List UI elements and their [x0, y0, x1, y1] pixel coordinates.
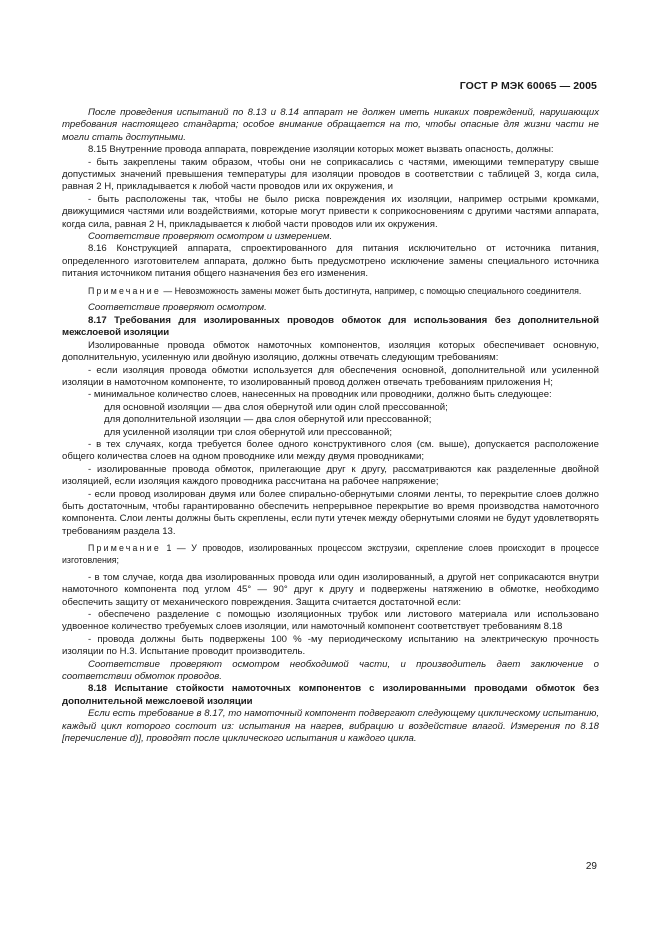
document-body: [62, 107, 599, 745]
list-item: - обеспечено разделение с помощью изоляционных трубок или листового материала или использовано удвоенное количество требуемых слоев изоляции, или намоточный компонент соответствует требованиям 8.18: [62, 609, 599, 633]
document-header: ГОСТ Р МЭК 60065 — 2005: [459, 80, 597, 92]
page-number: 29: [585, 861, 597, 872]
list-item: - быть расположены так, чтобы не было риска повреждения их изоляции, например острыми кромками, движущимися частями или воздействиями, которые могут привести к соприкосновениям с другими частями аппарата, когда сила, равная 2 Н, прикладывается к любой части проводов или их окружения.: [62, 193, 599, 230]
paragraph: Если есть требование в 8.17, то намоточный компонент подвергают следующему циклическому испытанию, каждый цикл которого состоит из: испытания на нагрев, вибрацию и воздействие влагой. Измерения по 8.18 [перечисление d)], проводят после циклического испытания и каждого цикла.: [62, 708, 599, 745]
clause-8-15: 8.15 Внутренние провода аппарата, повреждение изоляции которых может вызвать опасность, должны:: [88, 144, 554, 156]
note-label: Примечание: [88, 543, 161, 554]
note-label: Примечание: [88, 285, 161, 296]
note-1: [62, 543, 599, 567]
list-item: - быть закреплены таким образом, чтобы они не соприкасались с частями, имеющими температуру свыше допустимых значений превышения температуры для изоляции проводов в соответствии с таблицей 3, когда сила, равная 2 Н, прикладывается к любой части проводов или их окружения, и: [62, 156, 599, 193]
list-item: - если провод изолирован двумя или более спирально-обернутыми слоями ленты, то перекрытие слоев должно быть достаточным, чтобы гарантированно обеспечить непрерывное перекрытие во время производства намоточного компонента. Слои ленты должны быть скреплены, если пути утечек между обернутыми слоями не будут удовлетворять требованиям раздела 13.: [62, 488, 599, 537]
compliance-note: Соответствие проверяют осмотром необходимой части, и производитель дает заключение о соответствии обмоток проводов.: [62, 658, 599, 683]
paragraph: Изолированные провода обмоток намоточных компонентов, изоляция которых обеспечивает основную, дополнительную, усиленную или двойную изоляцию, должны отвечать следующим требованиям:: [62, 339, 599, 364]
clause-8-16: 8.16 Конструкцией аппарата, спроектированного для питания исключительно от источника питания, определенного изготовителем аппарата, должно быть предусмотрено исключение замены специального источника питания источником питания общего назначения без его изменения.: [62, 243, 599, 280]
list-item: - в том случае, когда два изолированных провода или один изолированный, а другой нет соприкасаются внутри намоточного компонента под углом 45° — 90° друг к другу и подвержены натяжению в обмотке, необходимо обеспечить защиту от механического повреждения. Защита считается достаточной если:: [62, 571, 599, 608]
paragraph: После проведения испытаний по 8.13 и 8.14 аппарат не должен иметь никаких повреждений, нарушающих требования настоящего стандарта; особое внимание обращается на то, чтобы опасные для жизни части не могли стать доступными.: [62, 107, 599, 143]
compliance-note: Соответствие проверяют осмотром.: [88, 302, 267, 314]
list-item: - провода должны быть подвержены 100 % -му периодическому испытанию на электрическую прочность изоляции по Н.3. Испытание проводит производитель.: [62, 633, 599, 658]
clause-8-18-heading: 8.18 Испытание стойкости намоточных компонентов с изолированными проводами обмоток без дополнительной межслоевой изоляции: [62, 683, 599, 707]
note-text: — Невозможность замены может быть достигнута, например, с помощью специального соединителя.: [163, 285, 582, 296]
sub-list-item: для основной изоляции — два слоя обернутой или один слой прессованной;: [104, 401, 448, 413]
sub-list-item: для дополнительной изоляции — два слоя обернутой или прессованной;: [104, 414, 432, 426]
compliance-note: Соответствие проверяют осмотром и измерением.: [88, 231, 333, 243]
sub-list-item: для усиленной изоляции три слоя обернутой или прессованной;: [104, 426, 392, 438]
list-item: - изолированные провода обмоток, прилегающие друг к другу, рассматриваются как разделенные двойной изоляцией, если изоляция каждого проводника рассчитана на рабочее напряжение;: [62, 463, 599, 488]
clause-8-17-heading: 8.17 Требования для изолированных проводов обмоток для использования без дополнительной межслоевой изоляции: [62, 314, 599, 339]
note: [62, 286, 599, 298]
list-item: - минимальное количество слоев, нанесенных на проводник или проводники, должно быть следующее:: [88, 389, 552, 401]
list-item: - в тех случаях, когда требуется более одного конструктивного слоя (см. выше), допускается расположение общего количества слоев на одном проводнике или между двумя проводниками;: [62, 438, 599, 463]
list-item: - если изоляция провода обмотки используется для обеспечения основной, дополнительной или усиленной изоляции в намоточном компоненте, то изолированный провод должен отвечать требованиям приложения Н;: [62, 364, 599, 388]
note-text: 1 — У проводов, изолированных процессом экструзии, скрепление слоев происходит в процессе изготовления;: [62, 543, 599, 565]
